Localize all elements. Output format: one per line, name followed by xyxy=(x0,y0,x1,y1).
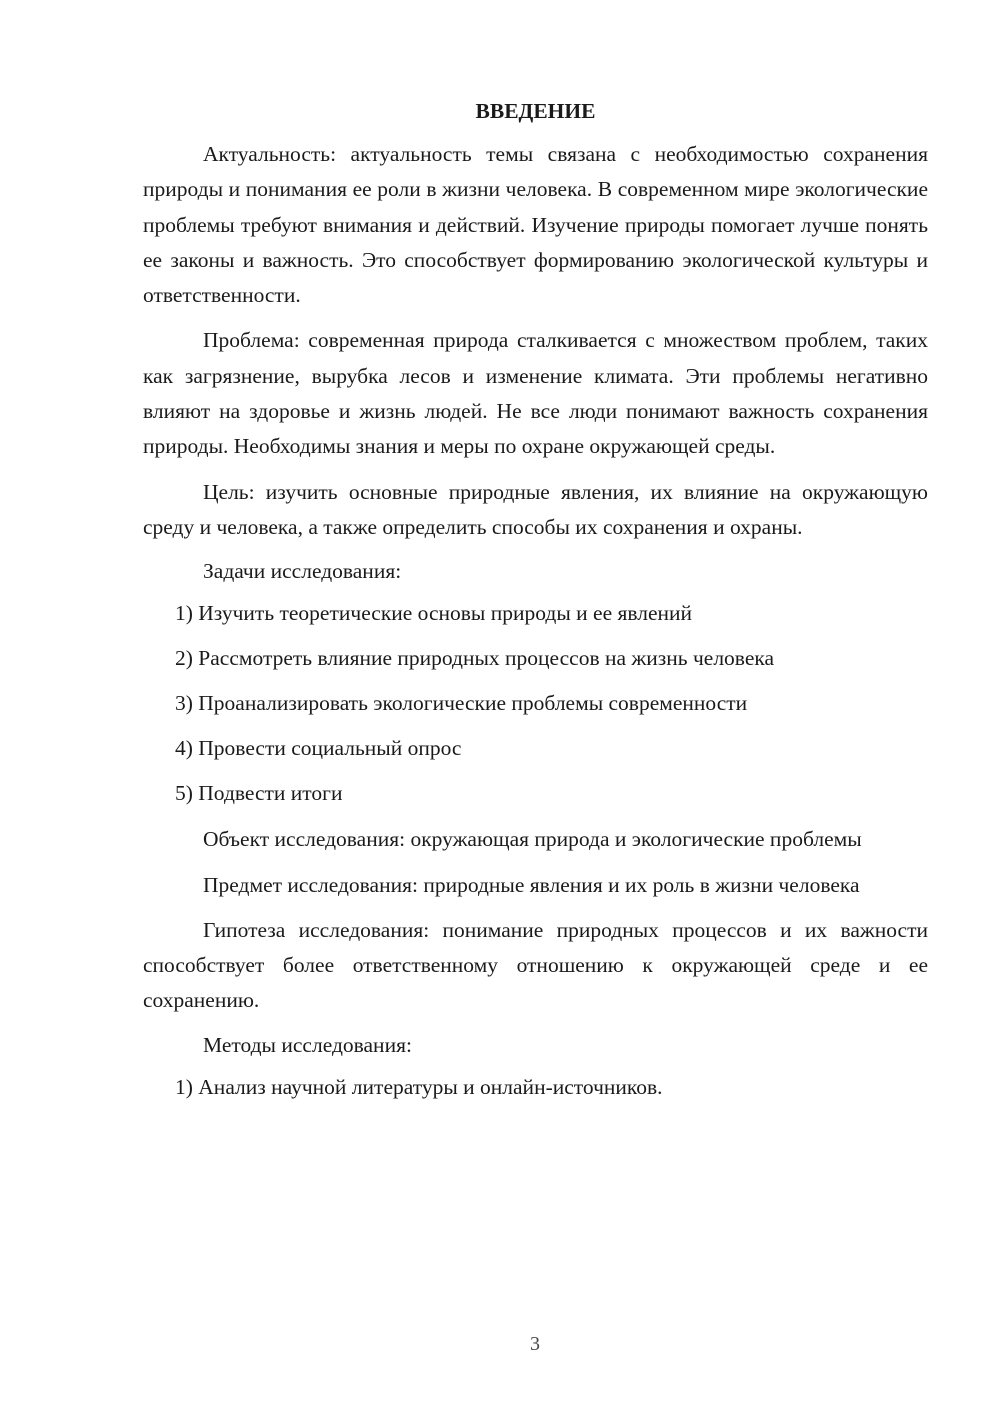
method-item-1: 1) Анализ научной литературы и онлайн-источников. xyxy=(175,1074,663,1099)
tasks-list xyxy=(143,597,928,810)
task-item-2: 2) Рассмотреть влияние природных процессов на жизнь человека xyxy=(175,646,775,671)
task-item-5: 5) Подвести итоги xyxy=(175,781,343,806)
hypothesis-paragraph: Гипотеза исследования: понимание природных процессов и их важности способствует более ответственному отношению к окружающей среде и ее сохранению. xyxy=(143,917,928,1013)
section-title: ВВЕДЕНИЕ xyxy=(475,99,596,123)
relevance-paragraph: Актуальность: актуальность темы связана с необходимостью сохранения природы и понимания ее роли в жизни человека. В современном мире экологические проблемы требуют внимания и действий. Изучение природы помогает лучше понять ее законы и важность. Это способствует формированию экологической культуры и ответственности. xyxy=(143,142,928,308)
problem-paragraph: Проблема: современная природа сталкивается с множеством проблем, таких как загрязнение, вырубка лесов и изменение климата. Эти проблемы негативно влияют на здоровье и жизнь людей. Не все люди понимают важность сохранения природы. Необходимы знания и меры по охране окружающей среды. xyxy=(143,328,928,459)
tasks-label: Задачи исследования: xyxy=(203,559,402,584)
task-item-4: 4) Провести социальный опрос xyxy=(175,736,462,761)
page-content xyxy=(143,96,928,1116)
object-paragraph: Объект исследования: окружающая природа и экологические проблемы xyxy=(203,827,862,852)
subject-paragraph: Предмет исследования: природные явления и их роль в жизни человека xyxy=(203,872,860,897)
methods-list xyxy=(143,1071,928,1104)
task-item-1: 1) Изучить теоретические основы природы и ее явлений xyxy=(175,601,693,626)
methods-label: Методы исследования: xyxy=(203,1032,412,1057)
task-item-3: 3) Проанализировать экологические проблемы современности xyxy=(175,691,748,716)
goal-paragraph: Цель: изучить основные природные явления, их влияние на окружающую среду и человека, а также определить способы их сохранения и охраны. xyxy=(143,479,928,539)
page-number: 3 xyxy=(530,1333,540,1355)
